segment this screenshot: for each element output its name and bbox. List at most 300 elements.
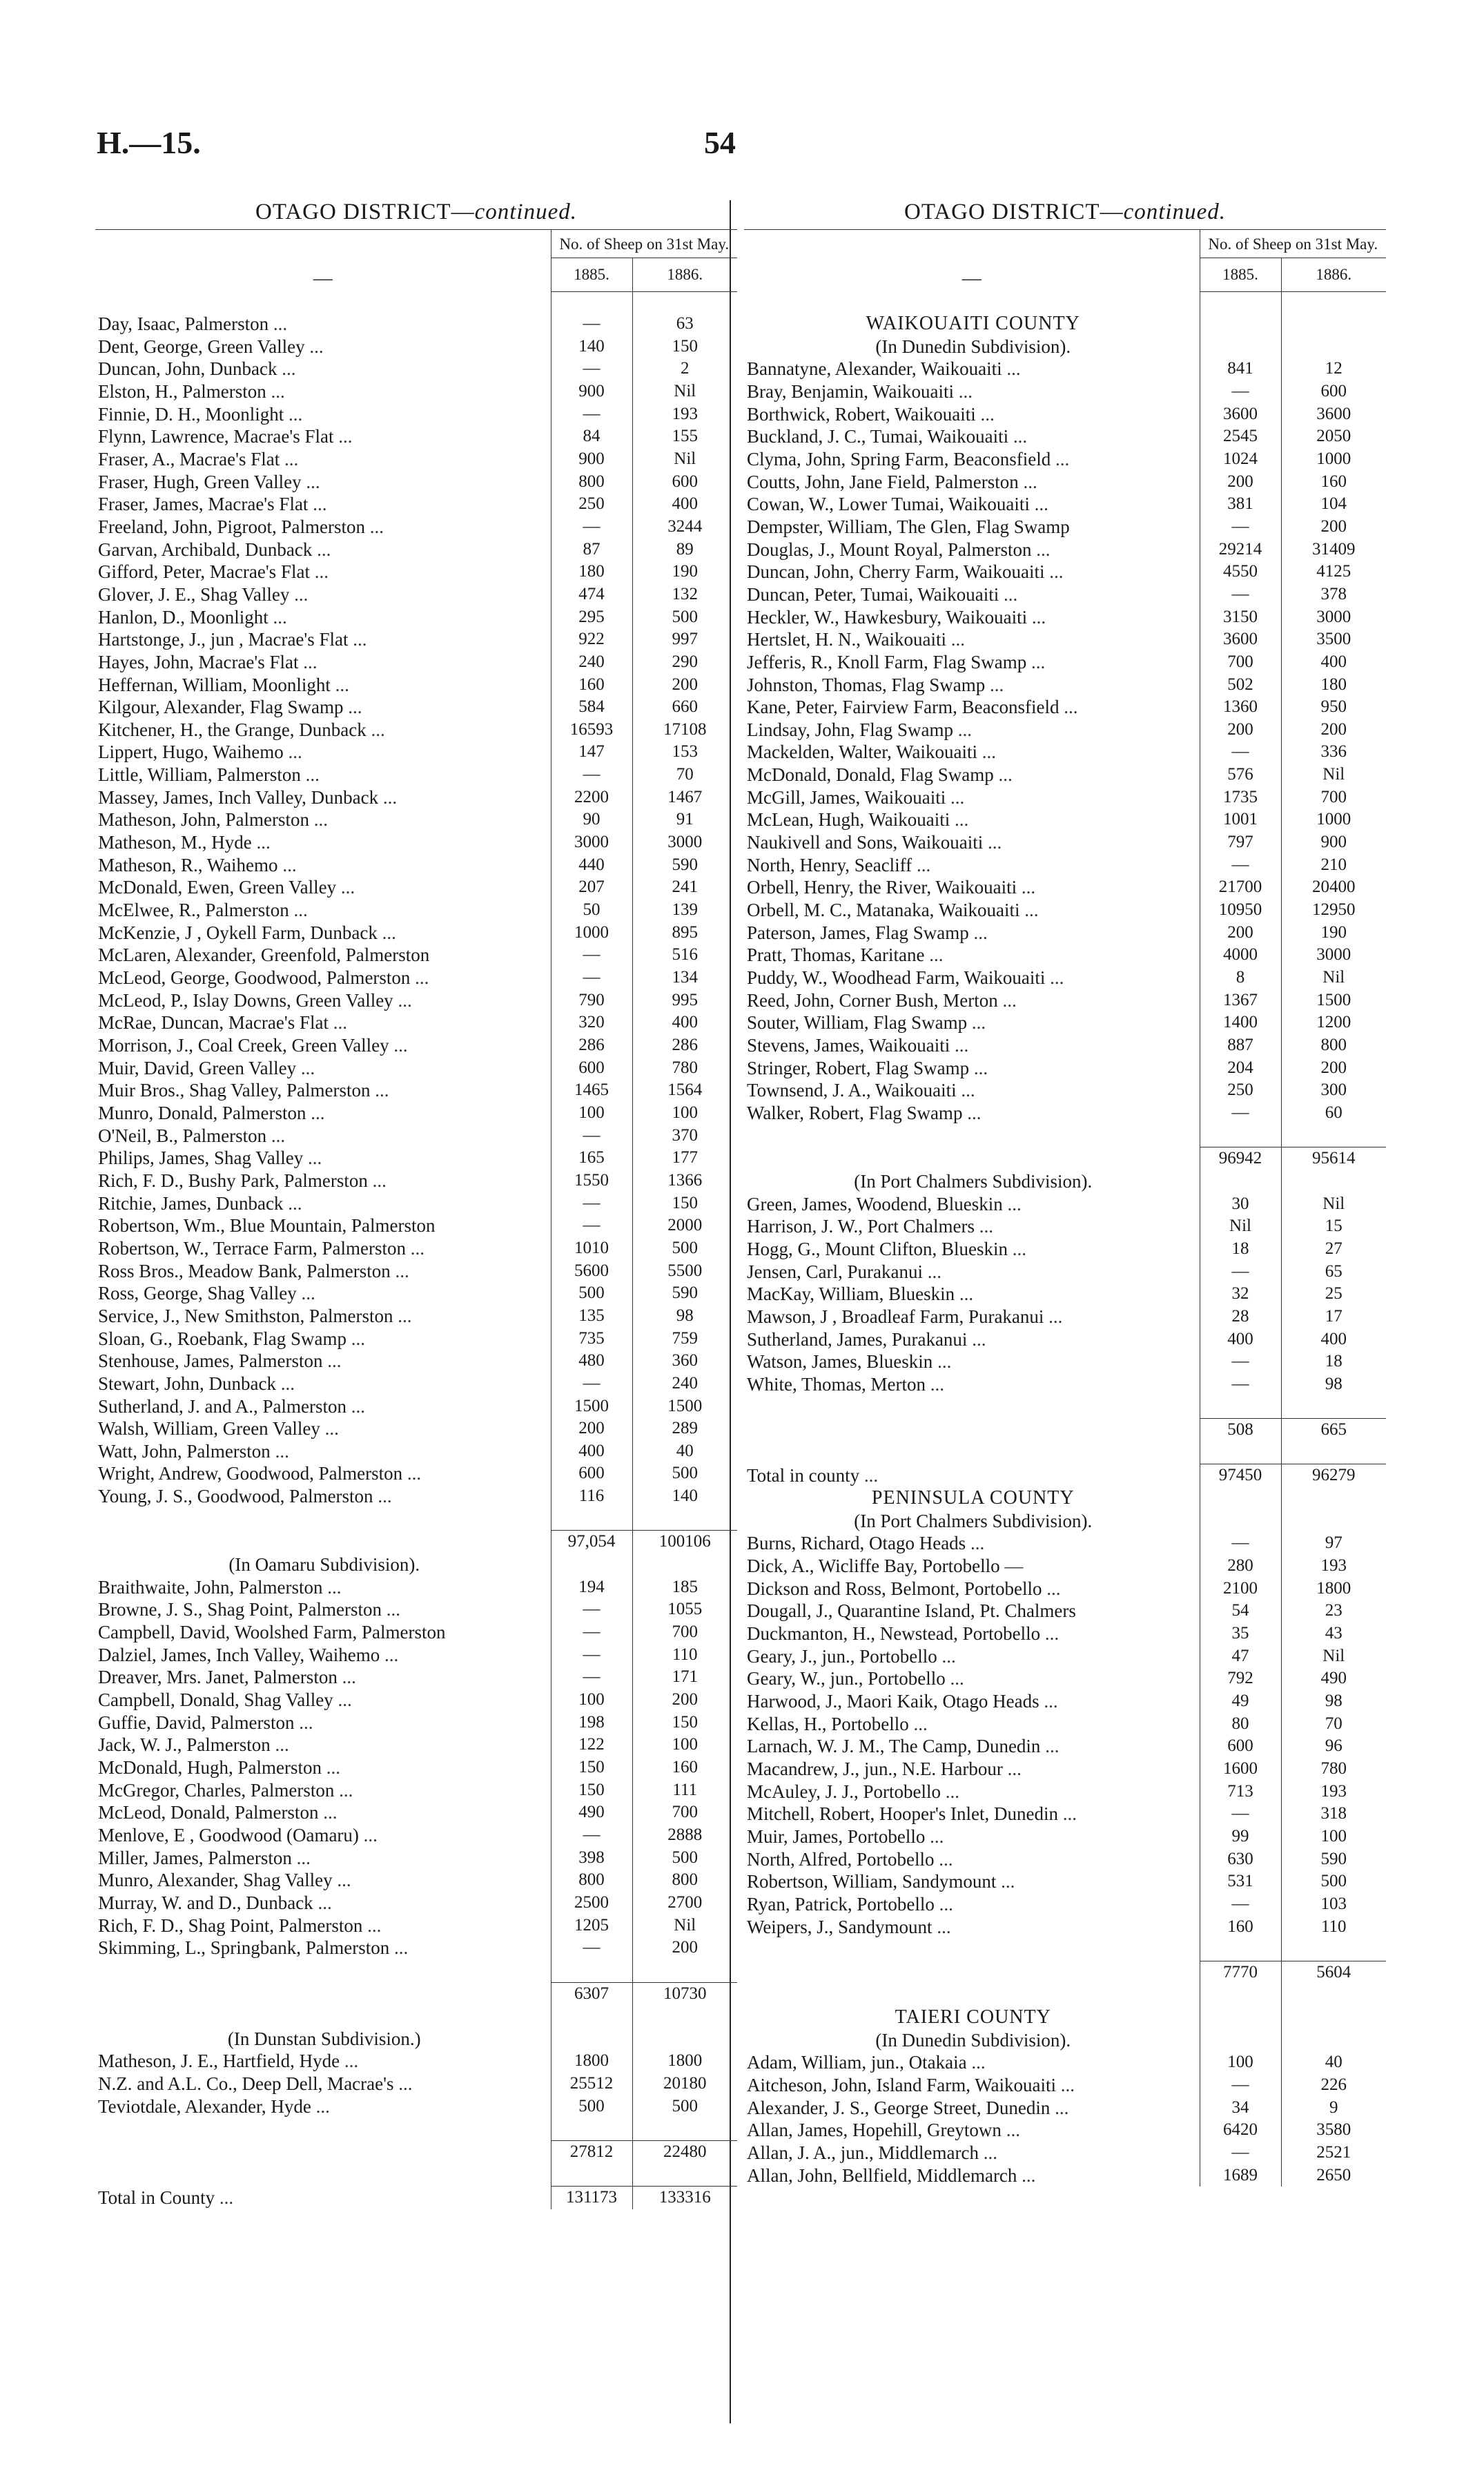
leader-dots: ... xyxy=(863,1465,879,1486)
table-row xyxy=(95,1147,737,1170)
subdivision-heading xyxy=(744,1510,1386,1533)
leader-dots: ... xyxy=(1045,1736,1060,1757)
table-row xyxy=(95,1824,737,1847)
table-row xyxy=(744,786,1386,809)
sheep-1886-value: 17 xyxy=(1325,1306,1343,1326)
sheep-1886-value: 140 xyxy=(672,1486,698,1506)
sheep-1885-value: — xyxy=(1200,854,1281,877)
table-row xyxy=(744,1758,1386,1781)
subdivision-heading xyxy=(744,336,1386,358)
sheep-1886-value: 43 xyxy=(1325,1624,1343,1643)
table-row xyxy=(95,1034,737,1057)
sheep-1886-value: 40 xyxy=(676,1441,694,1460)
leader-dots: ... xyxy=(301,1283,315,1304)
sheep-1885-value: 474 xyxy=(551,583,632,606)
owner-name: Fraser, James, Macrae's Flat ... xyxy=(98,494,327,515)
table-row xyxy=(744,1781,1386,1803)
table-row xyxy=(95,1779,737,1802)
leader-dots: ... xyxy=(398,1305,412,1326)
right-column xyxy=(744,195,1386,2187)
leader-dots: ... xyxy=(318,1892,332,1913)
sheep-1886-value: 110 xyxy=(1320,1917,1347,1936)
table-row xyxy=(744,764,1386,786)
sheep-1885-value: 204 xyxy=(1200,1057,1281,1080)
total-label xyxy=(95,1982,551,2005)
leader-dots: ... xyxy=(284,448,299,469)
leader-dots: ... xyxy=(382,786,398,808)
leader-dots: ... xyxy=(973,1057,988,1078)
sheep-1885-value: 922 xyxy=(551,628,632,651)
sheep-1886-value: 200 xyxy=(1320,719,1347,739)
sheep-1885-value: — xyxy=(1200,2074,1281,2097)
sheep-1886-value: 20180 xyxy=(663,2074,707,2093)
sheep-1885-value: 900 xyxy=(551,448,632,471)
sheep-1885-value: 27812 xyxy=(551,2141,632,2164)
sheep-1885-value: — xyxy=(551,1644,632,1667)
table-row xyxy=(744,1306,1386,1328)
sheep-1885-value: 735 xyxy=(551,1328,632,1350)
sheep-1886-value: 20400 xyxy=(1312,878,1356,897)
sheep-1886-value: 1000 xyxy=(1316,449,1351,468)
sheep-1885-value: 841 xyxy=(1200,358,1281,380)
sheep-1886-value: 318 xyxy=(1320,1804,1347,1823)
sheep-1885-value: — xyxy=(551,516,632,539)
table-row xyxy=(744,1261,1386,1283)
sheep-1886-value: 96279 xyxy=(1281,1464,1386,1487)
table-row xyxy=(744,380,1386,403)
owner-name: Service, J., New Smithston, Palmerston ... xyxy=(98,1305,412,1326)
leader-dots: ... xyxy=(971,2052,986,2073)
county-heading xyxy=(744,2006,1386,2029)
table-row xyxy=(744,1735,1386,1758)
owner-name: Allan, John, Bellfield, Middlemarch ... xyxy=(747,2164,1036,2186)
table-row xyxy=(95,1417,737,1440)
owner-name: Duncan, John, Cherry Farm, Waikouaiti ... xyxy=(747,561,1064,583)
table-row xyxy=(95,944,737,967)
sheep-1886-value: 336 xyxy=(1320,742,1347,762)
owner-name: Dent, George, Green Valley ... xyxy=(98,336,324,357)
sheep-1886-value: 950 xyxy=(1320,697,1347,717)
sheep-1885-value: 500 xyxy=(551,1282,632,1305)
sheep-1886-value: 160 xyxy=(672,1757,698,1776)
table-row xyxy=(744,1215,1386,1238)
table-row xyxy=(744,1600,1386,1622)
sheep-1885-value: 96942 xyxy=(1200,1147,1281,1170)
table-row xyxy=(95,516,737,539)
leader-dots: ... xyxy=(955,1035,969,1056)
sheep-1886-value: 500 xyxy=(672,2096,698,2115)
sheep-1886-value: 590 xyxy=(1320,1849,1347,1868)
owner-name: Matheson, M., Hyde ... xyxy=(98,832,271,853)
sheep-table xyxy=(95,229,737,2209)
owner-name: McDonald, Ewen, Green Valley ... xyxy=(98,877,355,898)
leader-dots: ... xyxy=(1031,606,1046,628)
sheep-1885-value: — xyxy=(551,1192,632,1215)
sheep-1885-value: 900 xyxy=(551,380,632,403)
table-row xyxy=(744,1555,1386,1578)
leader-dots: ... xyxy=(982,742,996,763)
sheep-1885-value: — xyxy=(1200,1893,1281,1916)
sheep-1885-value: 286 xyxy=(551,1034,632,1057)
sheep-1886-value: 241 xyxy=(672,878,698,897)
sheep-1886-value: 171 xyxy=(672,1667,698,1687)
sheep-1886-value: 1564 xyxy=(667,1081,703,1100)
sheep-1885-value: 18 xyxy=(1200,1238,1281,1261)
leader-dots: ... xyxy=(950,1668,964,1689)
leader-dots: ... xyxy=(372,1170,387,1191)
owner-name: Harwood, J., Maori Kaik, Otago Heads ... xyxy=(747,1690,1058,1712)
table-row xyxy=(744,989,1386,1012)
spacer-row xyxy=(744,1984,1386,2007)
sheep-1886-value: 3600 xyxy=(1316,404,1351,423)
leader-dots: ... xyxy=(1024,900,1039,921)
sheep-1885-value: 398 xyxy=(551,1847,632,1870)
table-row xyxy=(95,741,737,764)
owner-name: Muir, David, Green Valley ... xyxy=(98,1057,315,1078)
table-row xyxy=(95,1192,737,1215)
leader-dots: ... xyxy=(407,1463,422,1484)
sheep-1885-value: 2200 xyxy=(551,786,632,809)
sheep-1886-value: Nil xyxy=(674,1915,696,1935)
table-row xyxy=(744,967,1386,989)
leader-dots: ... xyxy=(306,471,320,492)
sheep-1885-value: 150 xyxy=(551,1756,632,1779)
sheep-1886-value: 3000 xyxy=(1316,945,1351,965)
table-row xyxy=(95,786,737,809)
sheep-1885-value: — xyxy=(1200,741,1281,764)
leader-dots: ... xyxy=(979,1216,993,1237)
sheep-1885-value: 50 xyxy=(551,899,632,922)
sheep-1885-value: 100 xyxy=(1200,2051,1281,2074)
leader-dots: ... xyxy=(386,1599,401,1620)
sheep-1886-value: 98 xyxy=(1325,1691,1343,1710)
sheep-1886-value: 22480 xyxy=(632,2141,737,2164)
sheep-1886-value: 27 xyxy=(1325,1239,1343,1258)
total-row xyxy=(744,1961,1386,1984)
sheep-1885-value: 1367 xyxy=(1200,989,1281,1012)
sheep-1886-value: 15 xyxy=(1325,1217,1343,1236)
owner-name: Browne, J. S., Shag Point, Palmerston ... xyxy=(98,1599,401,1620)
sheep-1886-value: 177 xyxy=(672,1148,698,1167)
owner-name: Aitcheson, John, Island Farm, Waikouaiti ... xyxy=(747,2075,1075,2096)
sheep-1885-value: 160 xyxy=(1200,1916,1281,1939)
sheep-1885-value: — xyxy=(1200,516,1281,539)
leader-dots: ... xyxy=(913,1713,928,1734)
leader-dots: ... xyxy=(256,832,271,853)
subdivision-heading xyxy=(744,2029,1386,2052)
sheep-1886-value: 160 xyxy=(1320,472,1347,491)
table-row xyxy=(95,1644,737,1667)
sheep-1885-value: 4550 xyxy=(1200,561,1281,583)
sheep-1885-value: 165 xyxy=(551,1147,632,1170)
subdivision-heading xyxy=(95,1553,737,1576)
leader-dots: ... xyxy=(959,1283,974,1305)
leader-dots: ... xyxy=(961,1080,975,1101)
leader-dots: ... xyxy=(1048,1306,1063,1327)
owner-name: Fraser, A., Macrae's Flat ... xyxy=(98,448,299,469)
owner-name: Philips, James, Shag Valley ... xyxy=(98,1147,322,1169)
owner-name: Cowan, W., Lower Tumai, Waikouaiti ... xyxy=(747,494,1048,515)
table-row xyxy=(744,831,1386,854)
owner-name: O'Neil, B., Palmerston ... xyxy=(98,1125,286,1146)
table-row xyxy=(744,2097,1386,2120)
sheep-1886-value: 1055 xyxy=(667,1600,703,1619)
leader-dots: ... xyxy=(351,1328,365,1349)
sheep-1885-value: — xyxy=(1200,380,1281,403)
table-row xyxy=(744,899,1386,922)
leader-dots: ... xyxy=(410,1237,425,1259)
leader-dots: ... xyxy=(1012,1238,1027,1259)
owner-name: Hartstonge, J., jun , Macrae's Flat ... xyxy=(98,629,367,650)
sheep-1886-value: 370 xyxy=(672,1125,698,1145)
table-row xyxy=(95,403,737,426)
sheep-1885-value: 381 xyxy=(1200,493,1281,516)
leader-dots: ... xyxy=(300,1057,315,1078)
total-row xyxy=(744,1419,1386,1442)
sheep-1885-value: 35 xyxy=(1200,1622,1281,1645)
leader-dots: ... xyxy=(1046,1578,1061,1599)
sheep-1886-value: 2521 xyxy=(1316,2143,1351,2162)
table-row xyxy=(95,1734,737,1756)
sheep-1886-value: Nil xyxy=(674,449,696,468)
leader-dots: ... xyxy=(939,1848,953,1870)
leader-dots: ... xyxy=(415,967,429,989)
sheep-1886-value: 700 xyxy=(1320,787,1347,806)
leader-dots: — xyxy=(1004,1556,1024,1577)
sheep-1886-value: 40 xyxy=(1325,2053,1343,2072)
owner-name: McGregor, Charles, Palmerston ... xyxy=(98,1779,353,1801)
table-row xyxy=(744,539,1386,561)
sheep-1886-value: 1800 xyxy=(667,2051,703,2071)
sheep-1885-value: 54 xyxy=(1200,1600,1281,1622)
year-1885-header: 1885. xyxy=(1200,258,1281,292)
table-row xyxy=(744,944,1386,967)
table-row xyxy=(95,1485,737,1508)
leader-dots: ... xyxy=(1007,1758,1022,1779)
sheep-1885-value: — xyxy=(1200,2142,1281,2164)
owner-name: Garvan, Archibald, Dunback ... xyxy=(98,539,331,560)
sheep-1886-value: 12 xyxy=(1325,359,1343,378)
leader-dots: ... xyxy=(293,900,308,921)
table-row xyxy=(95,899,737,922)
sheep-1885-value: 584 xyxy=(551,696,632,719)
sheep-1886-value: 100106 xyxy=(632,1531,737,1553)
sheep-1886-value: 900 xyxy=(1320,833,1347,852)
owner-name: Burns, Richard, Otago Heads ... xyxy=(747,1533,985,1554)
leader-dots: ... xyxy=(927,1261,941,1282)
table-row xyxy=(95,336,737,358)
sheep-1886-value: 89 xyxy=(676,539,694,559)
sheep-1886-value: 17108 xyxy=(663,719,707,739)
owner-name: Mitchell, Robert, Hooper's Inlet, Dunedin ... xyxy=(747,1803,1077,1825)
sheep-1886-value: Nil xyxy=(1322,765,1345,784)
owner-name: Robertson, William, Sandymount ... xyxy=(747,1871,1015,1892)
sheep-1885-value: 1010 xyxy=(551,1237,632,1260)
leader-dots: ... xyxy=(398,989,412,1011)
owner-name: Allan, James, Hopehill, Greytown ... xyxy=(747,2120,1020,2141)
sheep-1886-value: 400 xyxy=(1320,1329,1347,1348)
sheep-1885-value: 1600 xyxy=(1200,1758,1281,1781)
table-row xyxy=(744,2119,1386,2142)
sheep-1886-value: 665 xyxy=(1281,1419,1386,1442)
sheep-1885-value: Nil xyxy=(1200,1215,1281,1238)
leader-dots: ... xyxy=(970,1533,985,1554)
leader-dots: ... xyxy=(988,832,1002,853)
sheep-1886-value: 97 xyxy=(1325,1533,1343,1553)
table-row xyxy=(744,358,1386,380)
leader-dots: ... xyxy=(1006,2120,1020,2141)
leader-dots: ... xyxy=(324,1418,339,1440)
owner-name: Heffernan, William, Moonlight ... xyxy=(98,674,349,695)
leader-dots: ... xyxy=(972,1328,986,1350)
table-row xyxy=(95,493,737,516)
table-row xyxy=(744,2051,1386,2074)
owner-name: Jack, W. J., Palmerston ... xyxy=(98,1734,289,1756)
sheep-1886-value: 139 xyxy=(672,900,698,920)
sheep-1886-value: 995 xyxy=(672,990,698,1009)
subdivision-heading xyxy=(744,1170,1386,1193)
sheep-1886-value: 800 xyxy=(672,1870,698,1890)
sheep-1886-value: 100 xyxy=(672,1735,698,1754)
sheep-1885-value: 3600 xyxy=(1200,403,1281,426)
table-row xyxy=(744,1350,1386,1373)
sheep-1886-value: 286 xyxy=(672,1036,698,1054)
owner-name: Ross Bros., Meadow Bank, Palmerston ... xyxy=(98,1260,409,1281)
leader-dots: ... xyxy=(1007,1193,1022,1214)
owner-name: Jefferis, R., Knoll Farm, Flag Swamp ... xyxy=(747,651,1046,672)
sheep-1885-value: 1689 xyxy=(1200,2164,1281,2187)
sheep-1886-value: 9 xyxy=(1329,2097,1338,2117)
owner-name: Skimming, L., Springbank, Palmerston ... xyxy=(98,1937,409,1959)
sheep-1885-value: 80 xyxy=(1200,1713,1281,1736)
sheep-1885-value: — xyxy=(1200,1261,1281,1283)
leader-dots: ... xyxy=(950,629,966,650)
county-label: WAIKOUAITI COUNTY xyxy=(866,313,1080,334)
table-row xyxy=(744,2164,1386,2187)
owner-name: Dreaver, Mrs. Janet, Palmerston ... xyxy=(98,1667,356,1688)
sheep-1885-value: 700 xyxy=(1200,651,1281,674)
leader-dots: ... xyxy=(308,1147,322,1169)
year-1886-header: 1886. xyxy=(1281,258,1386,292)
total-label xyxy=(95,2141,551,2164)
header-dash: — xyxy=(744,230,1200,292)
table-row xyxy=(744,425,1386,448)
owner-name: Stringer, Robert, Flag Swamp ... xyxy=(747,1057,988,1078)
sheep-1886-value: 63 xyxy=(676,314,694,333)
table-row xyxy=(95,1801,737,1824)
leader-dots: ... xyxy=(288,742,302,763)
total-label: Total in County ... xyxy=(98,2187,234,2209)
leader-dots: ... xyxy=(1050,967,1064,989)
owner-name: Hogg, G., Mount Clifton, Blueskin ... xyxy=(747,1238,1027,1259)
owner-name: McKenzie, J , Oykell Farm, Dunback ... xyxy=(98,922,396,943)
table-row xyxy=(95,313,737,336)
sheep-1886-value: 500 xyxy=(1320,1872,1347,1891)
owner-name: Harrison, J. W., Port Chalmers ... xyxy=(747,1216,993,1237)
sheep-1886-value: 290 xyxy=(672,652,698,671)
sheep-1885-value: — xyxy=(551,1937,632,1959)
sheep-1885-value: 200 xyxy=(1200,922,1281,944)
sheep-1885-value: 180 xyxy=(551,561,632,583)
owner-name: McLean, Hugh, Waikouaiti ... xyxy=(747,809,969,831)
sheep-1886-value: 31409 xyxy=(1312,539,1356,559)
sheep-1886-value: 700 xyxy=(672,1803,698,1822)
sheep-1885-value: 6307 xyxy=(551,1982,632,2005)
leader-dots: ... xyxy=(339,1779,353,1801)
sheep-1885-value: 25512 xyxy=(551,2073,632,2095)
leader-dots: ... xyxy=(333,1012,347,1034)
sheep-1886-value: 378 xyxy=(1320,584,1347,603)
sheep-1886-value: 193 xyxy=(1320,1556,1347,1576)
table-row xyxy=(744,561,1386,583)
table-row xyxy=(95,1937,737,1959)
leader-dots: ... xyxy=(1034,494,1048,515)
leader-dots: ... xyxy=(294,583,309,605)
sheep-1886-value: 96 xyxy=(1325,1736,1343,1756)
sheep-1886-value: 150 xyxy=(672,336,698,356)
sheep-1886-value: 200 xyxy=(1320,516,1347,536)
subdivision-label: (In Port Chalmers Subdivision). xyxy=(854,1170,1093,1192)
owner-name: MacKay, William, Blueskin ... xyxy=(747,1283,974,1305)
sheep-1886-value: 516 xyxy=(672,945,698,965)
owner-name: Kellas, H., Portobello ... xyxy=(747,1713,928,1734)
sheep-1885-value: 1800 xyxy=(551,2050,632,2073)
owner-name: Walsh, William, Green Valley ... xyxy=(98,1418,339,1440)
sheep-1885-value: — xyxy=(551,944,632,967)
sheep-1886-value: 4125 xyxy=(1316,562,1351,581)
sheep-1886-value: 590 xyxy=(672,855,698,874)
table-row xyxy=(95,1305,737,1328)
sheep-1886-value: 780 xyxy=(1320,1758,1347,1778)
sheep-1886-value: 155 xyxy=(672,427,698,446)
sheep-1885-value: — xyxy=(551,1598,632,1621)
sheep-1885-value: 295 xyxy=(551,606,632,629)
table-row xyxy=(95,2095,737,2118)
table-row xyxy=(95,1170,737,1192)
sheep-1885-value: 30 xyxy=(1200,1193,1281,1216)
sheep-1885-value: 887 xyxy=(1200,1034,1281,1057)
table-row xyxy=(95,1102,737,1125)
leader-dots: ... xyxy=(929,944,944,966)
owner-name: Johnston, Thomas, Flag Swamp ... xyxy=(747,674,1004,695)
sheep-1886-value: 180 xyxy=(1320,675,1347,694)
table-row xyxy=(744,1622,1386,1645)
owner-name: Teviotdale, Alexander, Hyde ... xyxy=(98,2095,330,2117)
table-row xyxy=(744,1916,1386,1939)
table-row xyxy=(744,1057,1386,1080)
leader-dots: ... xyxy=(303,651,318,672)
table-row xyxy=(95,1079,737,1102)
owner-name: Duncan, Peter, Tumai, Waikouaiti ... xyxy=(747,583,1018,605)
owner-name: Reed, John, Corner Bush, Merton ... xyxy=(747,989,1017,1011)
owner-name: Day, Isaac, Palmerston ... xyxy=(98,313,288,334)
sheep-1885-value: 100 xyxy=(551,1102,632,1125)
year-1885-header: 1885. xyxy=(551,258,632,292)
leader-dots: ... xyxy=(1064,697,1078,718)
spacer-row xyxy=(744,292,1386,313)
table-row xyxy=(95,989,737,1012)
owner-name: Walker, Robert, Flag Swamp ... xyxy=(747,1102,982,1123)
sheep-1885-value: 797 xyxy=(1200,831,1281,854)
sheep-1885-value: 34 xyxy=(1200,2097,1281,2120)
owner-name: Ross, George, Shag Valley ... xyxy=(98,1283,315,1304)
sheep-1885-value: 140 xyxy=(551,336,632,358)
leader-dots: ... xyxy=(1036,539,1051,560)
sheep-1886-value: 400 xyxy=(672,494,698,514)
leader-dots: ... xyxy=(937,1351,952,1373)
leader-dots: ... xyxy=(1062,1803,1077,1825)
spacer-row xyxy=(744,1442,1386,1464)
